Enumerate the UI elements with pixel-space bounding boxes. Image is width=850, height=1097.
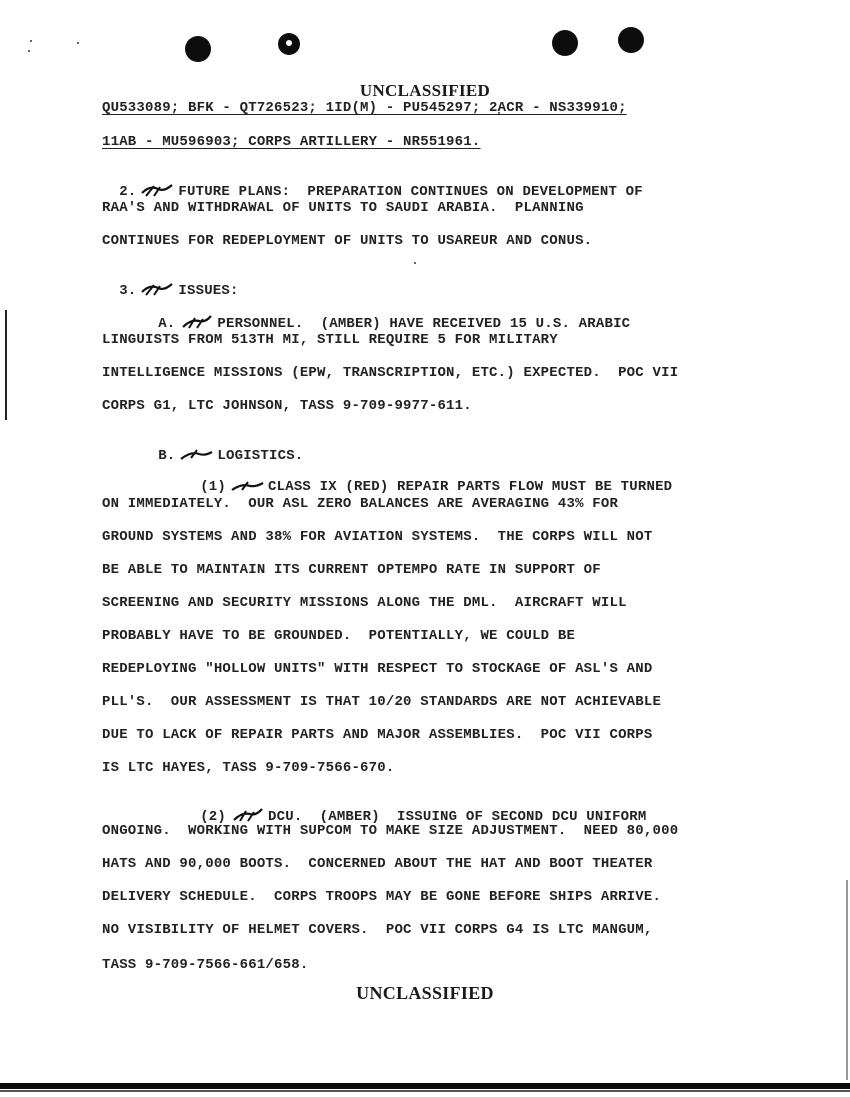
grid-coordinates-line-1: QU533089; BFK - QT726523; 1ID(M) - PU545297; 2ACR - NS339910; <box>102 100 627 116</box>
punch-hole-1 <box>185 36 211 62</box>
classification-strikeout-mark <box>230 808 264 822</box>
scan-speck <box>30 40 32 42</box>
subparagraph-b-heading <box>141 431 303 464</box>
body-line: DUE TO LACK OF REPAIR PARTS AND MAJOR ASSEMBLIES. POC VII CORPS <box>102 727 653 743</box>
subparagraph-b2-heading <box>183 792 646 825</box>
scan-speck <box>77 42 79 44</box>
paragraph-3-heading <box>102 266 239 299</box>
body-line: LINGUISTS FROM 513TH MI, STILL REQUIRE 5 FOR MILITARY <box>102 332 558 348</box>
classification-strikeout-mark <box>230 478 264 492</box>
grid-coordinates-line-2: 11AB - MU596903; CORPS ARTILLERY - NR551961. <box>102 134 481 150</box>
classification-strikeout-mark <box>140 183 174 197</box>
paragraph-number: B. <box>158 448 176 464</box>
body-line: ON IMMEDIATELY. OUR ASL ZERO BALANCES ARE AVERAGING 43% FOR <box>102 496 619 512</box>
paragraph-text: CLASS IX (RED) REPAIR PARTS FLOW MUST BE TURNED <box>268 479 673 495</box>
paragraph-text: DCU. (AMBER) ISSUING OF SECOND DCU UNIFORM <box>268 809 647 825</box>
body-line: IS LTC HAYES, TASS 9-709-7566-670. <box>102 760 395 776</box>
paragraph-2-heading <box>102 167 643 200</box>
scan-speck <box>28 50 30 52</box>
paragraph-number: 2. <box>119 184 137 200</box>
paragraph-text: FUTURE PLANS: PREPARATION CONTINUES ON DEVELOPMENT OF <box>178 184 643 200</box>
paragraph-text: PERSONNEL. (AMBER) HAVE RECEIVED 15 U.S. ARABIC <box>217 316 631 332</box>
paragraph-text: ISSUES: <box>178 283 239 299</box>
classification-strikeout-mark <box>179 315 213 329</box>
body-line: DELIVERY SCHEDULE. CORPS TROOPS MAY BE GONE BEFORE SHIPS ARRIVE. <box>102 889 662 905</box>
body-line: ONGOING. WORKING WITH SUPCOM TO MAKE SIZE ADJUSTMENT. NEED 80,000 <box>102 823 679 839</box>
body-line: PLL'S. OUR ASSESSMENT IS THAT 10/20 STANDARDS ARE NOT ACHIEVABLE <box>102 694 662 710</box>
paragraph-number: (2) <box>200 809 227 825</box>
scan-bottom-edge <box>0 1090 850 1092</box>
body-line: NO VISIBILITY OF HELMET COVERS. POC VII CORPS G4 IS LTC MANGUM, <box>102 922 653 938</box>
body-line: TASS 9-709-7566-661/658. <box>102 957 309 973</box>
body-line: CONTINUES FOR REDEPLOYMENT OF UNITS TO USAREUR AND CONUS. <box>102 233 593 249</box>
paragraph-number: (1) <box>200 479 227 495</box>
punch-hole-4 <box>618 27 644 53</box>
body-line: REDEPLOYING "HOLLOW UNITS" WITH RESPECT TO STOCKAGE OF ASL'S AND <box>102 661 653 677</box>
body-line: PROBABLY HAVE TO BE GROUNDED. POTENTIALLY, WE COULD BE <box>102 628 576 644</box>
margin-mark <box>846 880 848 1080</box>
classification-strikeout-mark <box>179 447 213 461</box>
paragraph-text: LOGISTICS. <box>217 448 304 464</box>
punch-hole-3 <box>552 30 578 56</box>
scan-bottom-edge <box>0 1083 850 1089</box>
punch-hole-2 <box>278 33 300 55</box>
body-line: CORPS G1, LTC JOHNSON, TASS 9-709-9977-611. <box>102 398 472 414</box>
scan-speck <box>414 262 416 264</box>
body-line: GROUND SYSTEMS AND 38% FOR AVIATION SYSTEMS. THE CORPS WILL NOT <box>102 529 653 545</box>
classification-footer: UNCLASSIFIED <box>356 983 494 1003</box>
classification-header: UNCLASSIFIED <box>359 81 491 100</box>
body-line: HATS AND 90,000 BOOTS. CONCERNED ABOUT THE HAT AND BOOT THEATER <box>102 856 653 872</box>
body-line: RAA'S AND WITHDRAWAL OF UNITS TO SAUDI ARABIA. PLANNING <box>102 200 584 216</box>
paragraph-number: 3. <box>119 283 137 299</box>
body-line: INTELLIGENCE MISSIONS (EPW, TRANSCRIPTION, ETC.) EXPECTED. POC VII <box>102 365 679 381</box>
margin-mark <box>5 310 7 420</box>
body-line: SCREENING AND SECURITY MISSIONS ALONG THE DML. AIRCRAFT WILL <box>102 595 627 611</box>
subparagraph-b1-heading <box>183 462 672 495</box>
subparagraph-a-heading <box>141 299 630 332</box>
classification-strikeout-mark <box>140 282 174 296</box>
paragraph-number: A. <box>158 316 176 332</box>
body-line: BE ABLE TO MAINTAIN ITS CURRENT OPTEMPO RATE IN SUPPORT OF <box>102 562 601 578</box>
